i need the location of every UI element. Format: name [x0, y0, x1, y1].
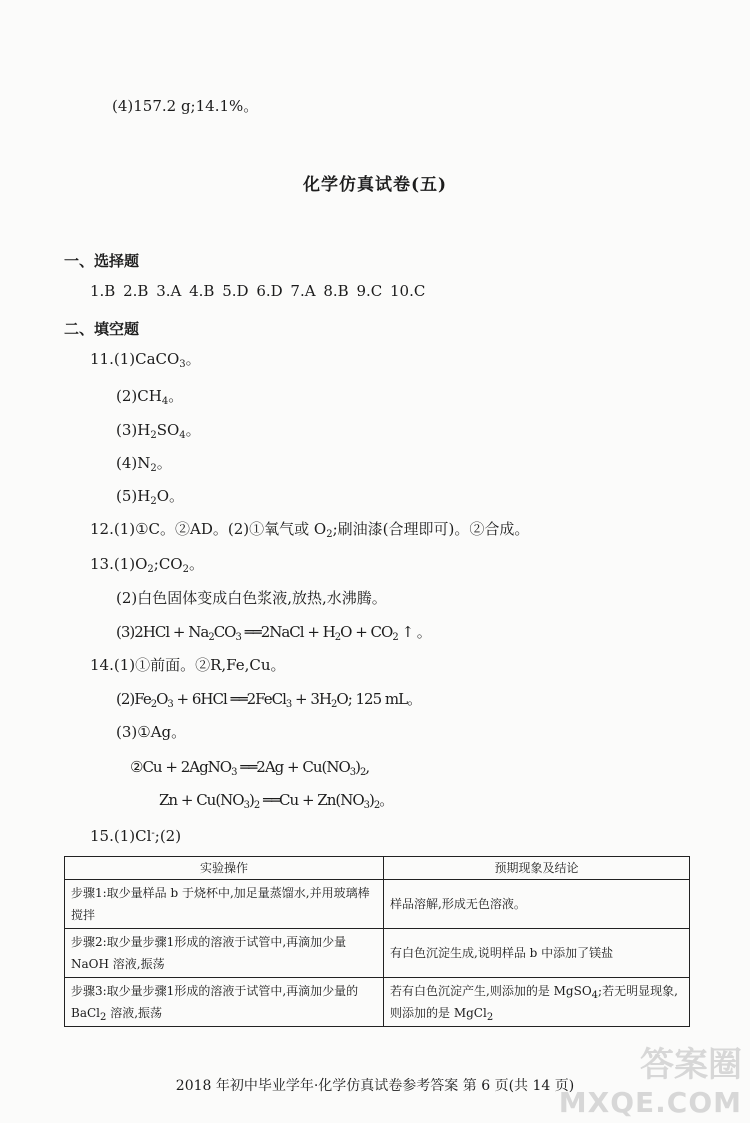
q14-answer-3: (3)①Ag。: [116, 723, 187, 741]
step1-operation: 步骤1:取少量样品 b 于烧杯中,加足量蒸馏水,并用玻璃棒搅拌: [65, 880, 384, 929]
q13-answer-1: $13.(1)O_2;CO_2$。: [90, 555, 204, 575]
q14-answer-4: ②Cu + 2AgNO$_3$ ══2Ag + $Cu(NO_3)_2$,: [130, 758, 370, 778]
section-choice-heading: 一、选择题: [64, 252, 140, 270]
table-row: [65, 929, 690, 978]
watermark-url: MXQE.COM: [558, 1086, 742, 1119]
table-header-row: [65, 857, 690, 880]
step2-result: 有白色沉淀生成,说明样品 b 中添加了镁盐: [384, 929, 690, 978]
q14-answer-5: $Zn + Cu(NO_3)_2$ ══Cu + $Zn(NO_3)_2$。: [159, 791, 394, 811]
page-footer: 2018 年初中毕业学年·化学仿真试卷参考答案 第 6 页(共 14 页): [175, 1078, 575, 1094]
step2-operation: 步骤2:取少量步骤1形成的溶液于试管中,再滴加少量 NaOH 溶液,振荡: [65, 929, 384, 978]
q15-answer: 15.(1)Cl-;(2): [90, 827, 182, 845]
q11-answer-1: 11.(1)CaCO$_3$。: [90, 350, 201, 370]
q11-answer-3: $(3)H_2SO_4$。: [116, 421, 201, 441]
watermark-logo-text: 答案圈: [640, 1045, 742, 1085]
choice-answers: 1.B 2.B 3.A 4.B 5.D 6.D 7.A 8.B 9.C 10.C: [90, 282, 426, 300]
table-row: [65, 880, 690, 929]
q11-answer-5: $(5)H_2O$。: [116, 487, 185, 507]
page-title: 化学仿真试卷(五): [302, 175, 448, 195]
q13-answer-3: $(3)2HCl + Na_2CO_3$ ══2NaCl + $H_2O + CO_2$ ↑ 。: [116, 623, 431, 643]
header-result: 预期现象及结论: [384, 857, 690, 880]
watermark: [559, 1037, 742, 1119]
step3-operation: 步骤3:取少量步骤1形成的溶液于试管中,再滴加少量的 BaCl$_2$ 溶液,振荡: [65, 978, 384, 1027]
q12-answer: 12.(1)①C。②AD。(2)①氧气或 $O_2$;刷油漆(合理即可)。②合成。: [90, 520, 530, 540]
experiment-table: [64, 856, 690, 1027]
q11-answer-4: $(4)N_2$。: [116, 454, 172, 474]
step3-result: 若有白色沉淀产生,则添加的是 MgSO$_4$;若无明显现象,则添加的是 MgCl$_2$: [384, 978, 690, 1027]
table-row: [65, 978, 690, 1027]
section-fill-heading: 二、填空题: [64, 320, 140, 338]
step1-result: 样品溶解,形成无色溶液。: [384, 880, 690, 929]
prev-answer-line: (4)157.2 g;14.1%。: [112, 97, 259, 115]
q11-answer-2: $(2)CH_4$。: [116, 387, 184, 407]
q14-answer-2: $(2)Fe_2O_3 + 6HCl$ ══2FeCl$_3$ + $3H_2O$; 125 mL。: [116, 690, 422, 710]
header-operation: 实验操作: [65, 857, 384, 880]
q14-answer-1: 14.(1)①前面。②R,Fe,Cu。: [90, 656, 286, 674]
q13-answer-2: (2)白色固体变成白色浆液,放热,水沸腾。: [116, 589, 387, 607]
